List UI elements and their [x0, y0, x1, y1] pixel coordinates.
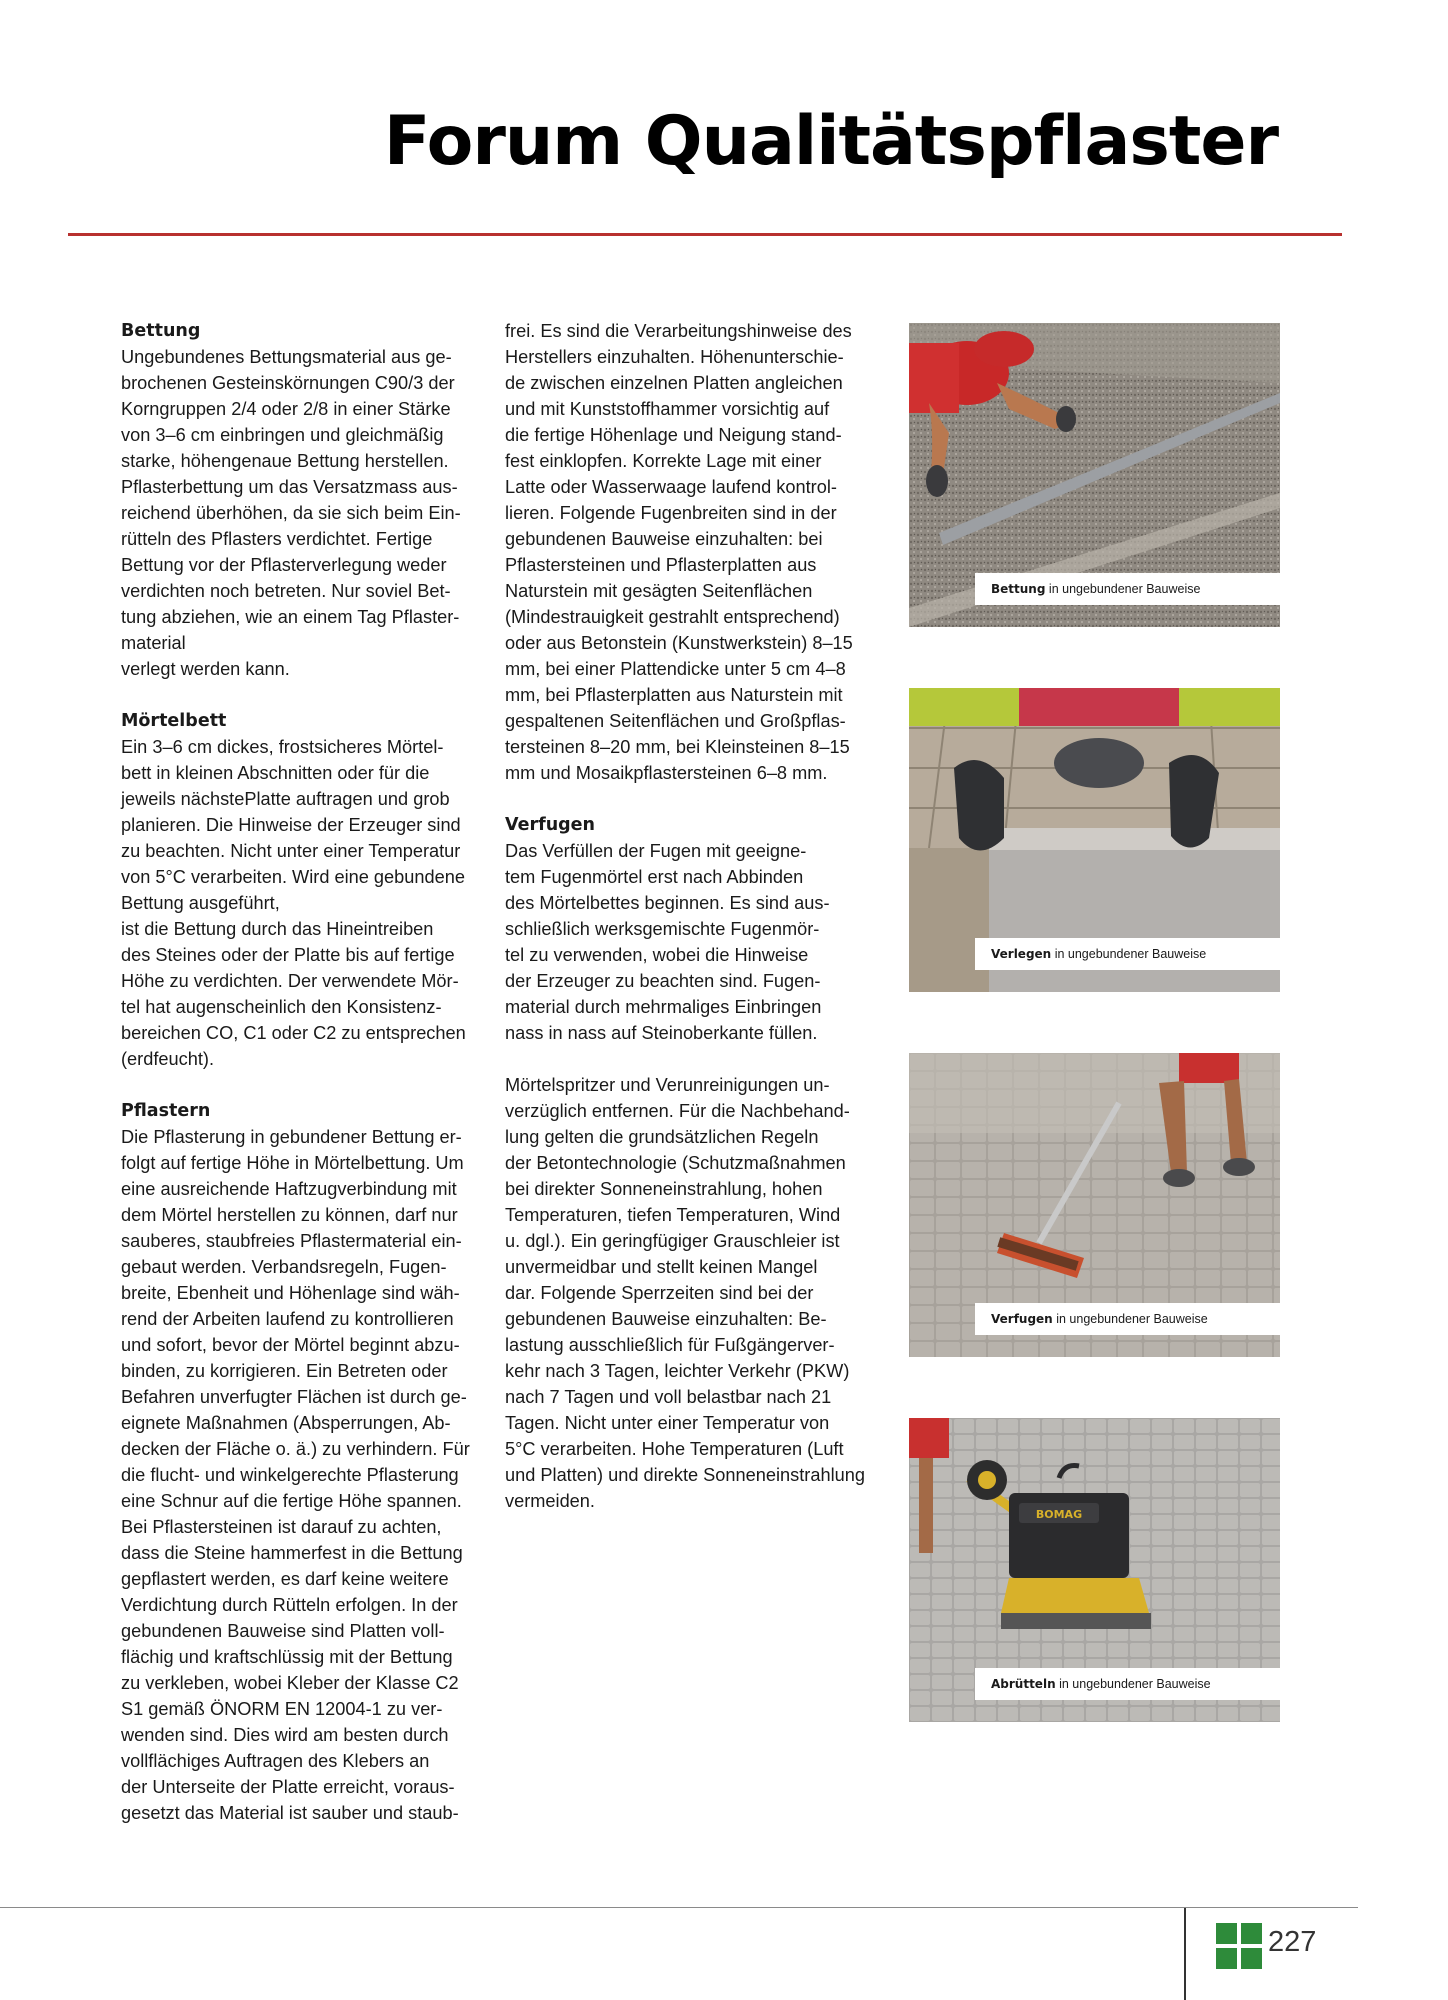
- machine-brand-label: BOMAG: [1035, 1508, 1083, 1521]
- text-line: decken der Fläche o. ä.) zu verhindern. Für: [121, 1439, 470, 1459]
- text-line: Korngruppen 2/4 oder 2/8 in einer Stärke: [121, 399, 451, 419]
- text-line: breite, Ebenheit und Höhenlage sind wäh-: [121, 1283, 460, 1303]
- text-line: gebaut werden. Verbandsregeln, Fugen-: [121, 1257, 447, 1277]
- paragraph-verfugen: [505, 838, 866, 1046]
- text-line: (erdfeucht).: [121, 1049, 214, 1069]
- text-line: und sofort, bevor der Mörtel beginnt abzu-: [121, 1335, 460, 1355]
- caption-verfugen: Verfugen in ungebundener Bauweise: [975, 1303, 1280, 1335]
- text-line: brochenen Gesteinskörnungen C90/3 der: [121, 373, 455, 393]
- text-line: eine ausreichende Haftzugverbindung mit: [121, 1179, 457, 1199]
- text-line: der Erzeuger zu beachten sind. Fugen-: [505, 971, 821, 991]
- grid-logo-icon: [1216, 1923, 1262, 1969]
- text-line: u. dgl.). Ein geringfügiger Grauschleier ist: [505, 1231, 840, 1251]
- text-line: rütteln des Pflasters verdichtet. Fertige: [121, 529, 433, 549]
- text-line: die fertige Höhenlage und Neigung stand-: [505, 425, 842, 445]
- text-line: gebundenen Bauweise sind Platten voll-: [121, 1621, 445, 1641]
- paragraph-moertelbett: [121, 734, 482, 1072]
- text-line: Bettung vor der Pflasterverlegung weder: [121, 555, 447, 575]
- text-line: tel zu verwenden, wobei die Hinweise: [505, 945, 809, 965]
- text-line: der Unterseite der Platte erreicht, voraus-: [121, 1777, 455, 1797]
- text-line: fest einklopfen. Korrekte Lage mit einer: [505, 451, 822, 471]
- text-line: starke, höhengenaue Bettung herstellen.: [121, 451, 449, 471]
- text-line: tem Fugenmörtel erst nach Abbinden: [505, 867, 804, 887]
- text-line: gepflastert werden, es darf keine weitere: [121, 1569, 449, 1589]
- text-line: unvermeidbar und stellt keinen Mangel: [505, 1257, 818, 1277]
- text-column-left: [121, 318, 482, 1826]
- text-line: dass die Steine hammerfest in die Bettung: [121, 1543, 463, 1563]
- text-line: des Steines oder der Platte bis auf fertige: [121, 945, 455, 965]
- text-line: Die Pflasterung in gebundener Bettung er-: [121, 1127, 462, 1147]
- text-line: von 3–6 cm einbringen und gleichmäßig: [121, 425, 444, 445]
- text-line: binden, zu korrigieren. Ein Betreten oder: [121, 1361, 448, 1381]
- text-line: sauberes, staubfreies Pflastermaterial ein-: [121, 1231, 462, 1251]
- text-line: lastung ausschließlich für Fußgängerver-: [505, 1335, 835, 1355]
- text-line: bereichen CO, C1 oder C2 zu entsprechen: [121, 1023, 466, 1043]
- text-line: folgt auf fertige Höhe in Mörtelbettung. Um: [121, 1153, 464, 1173]
- heading-verfugen: Verfugen: [505, 815, 596, 835]
- photo-verlegen: [909, 688, 1280, 992]
- text-line: mm, bei einer Plattendicke unter 5 cm 4–8: [505, 659, 846, 679]
- footer-divider: [0, 1907, 1358, 1908]
- text-line: verlegt werden kann.: [121, 659, 290, 679]
- text-line: bett in kleinen Abschnitten oder für die: [121, 763, 430, 783]
- text-line: material durch mehrmaliges Einbringen: [505, 997, 822, 1017]
- text-line: Höhe zu verdichten. Der verwendete Mör-: [121, 971, 459, 991]
- page-title: Forum Qualitätspflaster: [383, 102, 1278, 181]
- text-line: Ungebundenes Bettungsmaterial aus ge-: [121, 347, 452, 367]
- text-line: S1 gemäß ÖNORM EN 12004-1 zu ver-: [121, 1699, 443, 1719]
- text-line: Herstellers einzuhalten. Höhenunterschie-: [505, 347, 844, 367]
- text-line: wenden sind. Dies wird am besten durch: [121, 1725, 449, 1745]
- text-line: kehr nach 3 Tagen, leichter Verkehr (PKW): [505, 1361, 850, 1381]
- text-line: flächig und kraftschlüssig mit der Bettung: [121, 1647, 453, 1667]
- text-line: dem Mörtel herstellen zu können, darf nur: [121, 1205, 458, 1225]
- text-line: eignete Maßnahmen (Absperrungen, Ab-: [121, 1413, 451, 1433]
- text-line: tersteinen 8–20 mm, bei Kleinsteinen 8–15: [505, 737, 850, 757]
- text-line: und Platten) und direkte Sonneneinstrahlung: [505, 1465, 865, 1485]
- text-line: mm und Mosaikpflastersteinen 6–8 mm.: [505, 763, 828, 783]
- text-line: der Betontechnologie (Schutzmaßnahmen: [505, 1153, 846, 1173]
- text-line: lung gelten die grundsätzlichen Regeln: [505, 1127, 819, 1147]
- text-line: gebundenen Bauweise einzuhalten: bei: [505, 529, 823, 549]
- text-line: mm, bei Pflasterplatten aus Naturstein mit: [505, 685, 843, 705]
- paragraph-pflastern: [121, 1124, 482, 1826]
- text-line: Mörtelspritzer und Verunreinigungen un-: [505, 1075, 830, 1095]
- text-line: material: [121, 633, 186, 653]
- text-line: und mit Kunststoffhammer vorsichtig auf: [505, 399, 830, 419]
- caption-verlegen: Verlegen in ungebundener Bauweise: [975, 938, 1280, 970]
- text-line: tung abziehen, wie an einem Tag Pflaster-: [121, 607, 460, 627]
- text-line: von 5°C verarbeiten. Wird eine gebundene: [121, 867, 465, 887]
- text-line: Temperaturen, tiefen Temperaturen, Wind: [505, 1205, 841, 1225]
- text-line: gespaltenen Seitenflächen und Großpflas-: [505, 711, 846, 731]
- paragraph-pflastern-continued: [505, 318, 866, 786]
- text-line: verzüglich entfernen. Für die Nachbehand-: [505, 1101, 850, 1121]
- text-line: reichend überhöhen, da sie sich beim Ein-: [121, 503, 461, 523]
- text-line: Pflastersteinen und Pflasterplatten aus: [505, 555, 817, 575]
- text-line: de zwischen einzelnen Platten angleichen: [505, 373, 843, 393]
- text-line: nass in nass auf Steinoberkante füllen.: [505, 1023, 818, 1043]
- text-line: Tagen. Nicht unter einer Temperatur von: [505, 1413, 830, 1433]
- paragraph-bettung: [121, 344, 482, 682]
- text-line: 5°C verarbeiten. Hohe Temperaturen (Luft: [505, 1439, 844, 1459]
- caption-bettung: Bettung in ungebundener Bauweise: [975, 573, 1280, 605]
- text-line: rend der Arbeiten laufend zu kontrollieren: [121, 1309, 454, 1329]
- photo-abruetteln: [909, 1418, 1280, 1722]
- text-line: Naturstein mit gesägten Seitenflächen: [505, 581, 813, 601]
- caption-abruetteln: Abrütteln in ungebundener Bauweise: [975, 1668, 1280, 1700]
- text-line: Pflasterbettung um das Versatzmass aus-: [121, 477, 458, 497]
- text-line: Bettung ausgeführt,: [121, 893, 280, 913]
- photo-bettung: [909, 323, 1280, 627]
- text-line: ist die Bettung durch das Hineintreiben: [121, 919, 434, 939]
- photo-verfugen: [909, 1053, 1280, 1357]
- text-line: vollflächiges Auftragen des Klebers an: [121, 1751, 430, 1771]
- text-line: zu beachten. Nicht unter einer Temperatur: [121, 841, 461, 861]
- text-line: frei. Es sind die Verarbeitungshinweise des: [505, 321, 852, 341]
- text-line: des Mörtelbettes beginnen. Es sind aus-: [505, 893, 830, 913]
- text-line: lieren. Folgende Fugenbreiten sind in der: [505, 503, 837, 523]
- text-line: vermeiden.: [505, 1491, 595, 1511]
- footer-vertical-bar: [1184, 1908, 1186, 2000]
- heading-pflastern: Pflastern: [121, 1101, 211, 1121]
- text-line: schließlich werksgemischte Fugenmör-: [505, 919, 820, 939]
- heading-bettung: Bettung: [121, 321, 201, 341]
- text-line: jeweils nächstePlatte auftragen und grob: [121, 789, 450, 809]
- text-line: verdichten noch betreten. Nur soviel Bet-: [121, 581, 451, 601]
- text-line: Das Verfüllen der Fugen mit geeigne-: [505, 841, 807, 861]
- text-line: Befahren unverfugter Flächen ist durch ge-: [121, 1387, 467, 1407]
- page-number: 227: [1268, 1926, 1317, 1958]
- heading-moertelbett: Mörtelbett: [121, 711, 227, 731]
- text-line: bei direkter Sonneneinstrahlung, hohen: [505, 1179, 823, 1199]
- text-line: tel hat augenscheinlich den Konsistenz-: [121, 997, 442, 1017]
- text-line: gebundenen Bauweise einzuhalten: Be-: [505, 1309, 827, 1329]
- text-line: Latte oder Wasserwaage laufend kontrol-: [505, 477, 837, 497]
- text-line: nach 7 Tagen und voll belastbar nach 21: [505, 1387, 832, 1407]
- title-divider: [68, 233, 1342, 236]
- text-line: Ein 3–6 cm dickes, frostsicheres Mörtel-: [121, 737, 444, 757]
- text-line: (Mindestrauigkeit gestrahlt entsprechend): [505, 607, 840, 627]
- text-column-middle: [505, 318, 866, 1514]
- text-line: dar. Folgende Sperrzeiten sind bei der: [505, 1283, 814, 1303]
- text-line: die flucht- und winkelgerechte Pflasterung: [121, 1465, 459, 1485]
- text-line: Bei Pflastersteinen ist darauf zu achten,: [121, 1517, 442, 1537]
- text-line: eine Schnur auf die fertige Höhe spannen.: [121, 1491, 462, 1511]
- text-line: planieren. Die Hinweise der Erzeuger sind: [121, 815, 461, 835]
- text-line: Verdichtung durch Rütteln erfolgen. In der: [121, 1595, 458, 1615]
- text-line: oder aus Betonstein (Kunstwerkstein) 8–15: [505, 633, 853, 653]
- paragraph-nachbehandlung: [505, 1072, 866, 1514]
- text-line: zu verkleben, wobei Kleber der Klasse C2: [121, 1673, 459, 1693]
- text-line: gesetzt das Material ist sauber und staub-: [121, 1803, 459, 1823]
